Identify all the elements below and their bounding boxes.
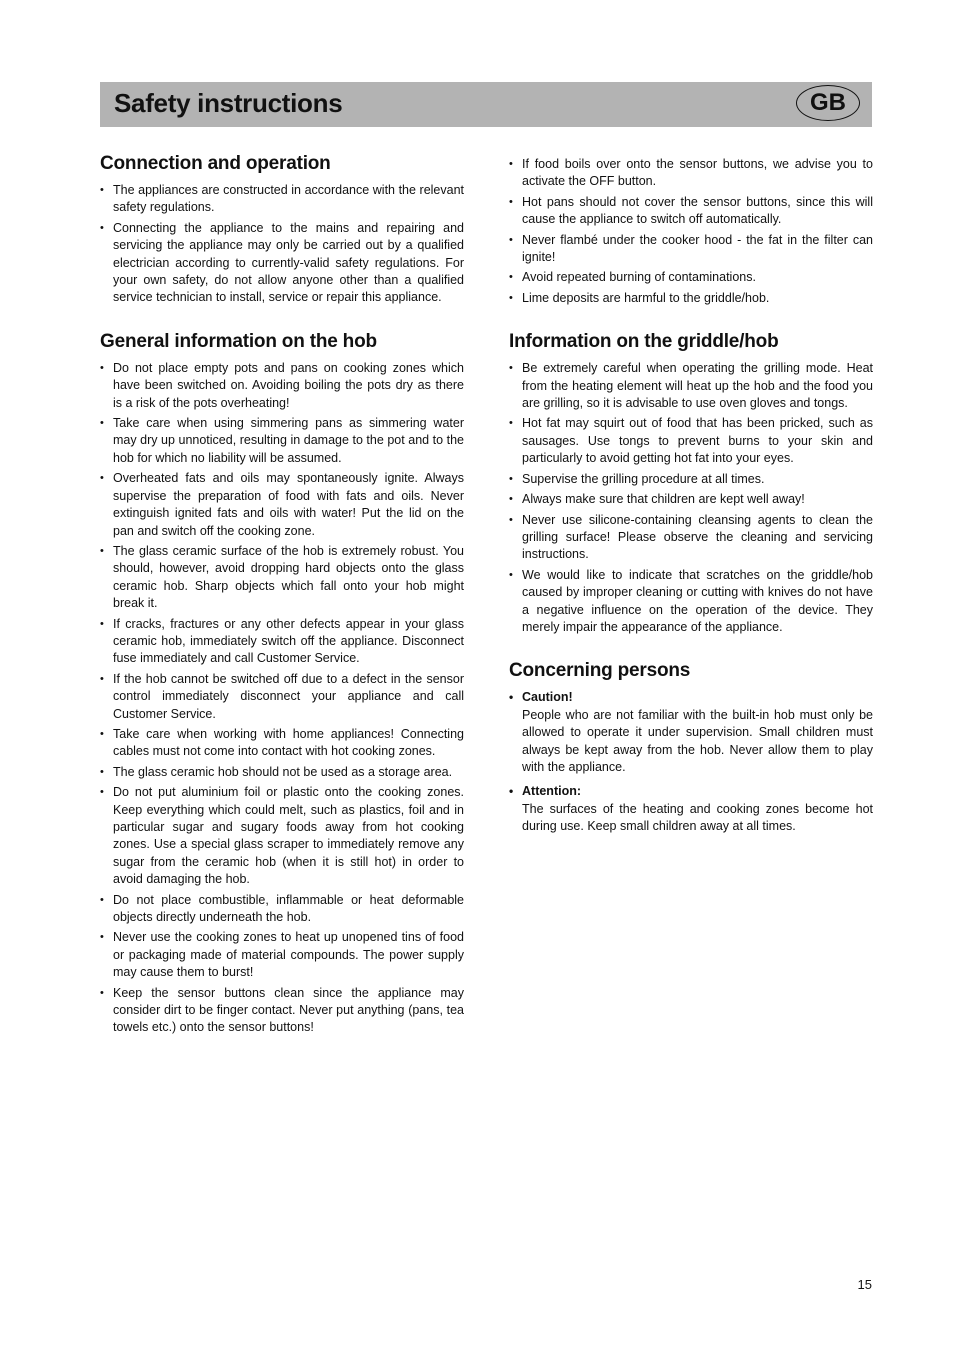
list-item: • If food boils over onto the sensor buttons, we advise you to activate the OFF button. bbox=[509, 156, 873, 191]
warning-title: • Attention: bbox=[522, 784, 582, 799]
list-item: • We would like to indicate that scratches on the griddle/hob caused by improper cleaning or cutting with knives do not have a negative influence on the operation of the device. They merely impair the appearance of the appliance. bbox=[509, 567, 873, 637]
list-item: • Be extremely careful when operating the grilling mode. Heat from the heating element will heat up the hob and the food you are grilling, so it is advisable to use oven gloves and tongs. bbox=[509, 360, 873, 412]
list-item: • Do not place empty pots and pans on cooking zones which have been switched on. Avoiding boiling the pots dry as there is a risk of the pots overheating! bbox=[100, 360, 464, 412]
list-item: • The glass ceramic surface of the hob is extremely robust. You should, however, avoid dropping hard objects onto the glass ceramic hob. Sharp objects which fall onto your hob might break it. bbox=[100, 543, 464, 613]
list-item: • If cracks, fractures or any other defects appear in your glass ceramic hob, immediately switch off the appliance. Disconnect fuse immediately and call Customer Service. bbox=[100, 616, 464, 668]
list-item: • Avoid repeated burning of contaminations. bbox=[509, 269, 873, 286]
page-title: Safety instructions bbox=[114, 88, 343, 118]
warning-title: • Caution! bbox=[522, 690, 573, 705]
list-item: • Overheated fats and oils may spontaneously ignite. Always supervise the preparation of food with fats and oils. Never extinguish ignited fats and oils with water! Put the lid on the pan and switch off the cooking zone. bbox=[100, 470, 464, 540]
list-item: • Do not put aluminium foil or plastic onto the cooking zones. Keep everything which could melt, such as plastics, foil and in particular sugar and sugary foods away from hot cooking zones. Use a special glass scraper to immediately remove any sugar from the ceramic hob (when it is still hot) in order to avoid damaging the hob. bbox=[100, 784, 464, 888]
list-item: • Connecting the appliance to the mains and repairing and servicing the appliance may only be carried out by a qualified electrician according to currently-valid safety regulations. For your own safety, do not allow anyone other than a qualified service technician to install, service or repair this appliance. bbox=[100, 220, 464, 307]
section-persons bbox=[509, 660, 873, 835]
list-item: • Never use the cooking zones to heat up unopened tins of food or packaging made of material compounds. The power supply may cause them to burst! bbox=[100, 929, 464, 981]
bullet-list bbox=[509, 360, 873, 636]
bullet-list bbox=[509, 689, 873, 835]
list-item: • Never use silicone-containing cleansing agents to clean the grilling surface! Please observe the cleaning and servicing instructions. bbox=[509, 512, 873, 564]
section-sensor-notes bbox=[509, 156, 873, 307]
list-item: • Take care when using simmering pans as simmering water may dry up unnoticed, resulting in damage to the pot and to the hob for which no liability will be assumed. bbox=[100, 415, 464, 467]
bullet-list bbox=[100, 182, 464, 307]
section-griddle bbox=[509, 331, 873, 636]
list-item: • The glass ceramic hob should not be used as a storage area. bbox=[100, 764, 464, 781]
list-item: • Do not place combustible, inflammable or heat deformable objects directly underneath the hob. bbox=[100, 892, 464, 927]
left-column bbox=[100, 153, 464, 1061]
list-item: • Always make sure that children are kept well away! bbox=[509, 491, 873, 508]
list-item: • Keep the sensor buttons clean since the appliance may consider dirt to be finger contact. Never put anything (pans, tea towels etc.) onto the sensor buttons! bbox=[100, 985, 464, 1037]
bullet-list bbox=[100, 360, 464, 1037]
list-item: • If the hob cannot be switched off due to a defect in the sensor control immediately disconnect your appliance and call Customer Service. bbox=[100, 671, 464, 723]
section-heading: Concerning persons bbox=[509, 660, 691, 682]
section-connection bbox=[100, 153, 464, 307]
warning-text: The surfaces of the heating and cooking zones become hot during use. Keep small children away at all times. bbox=[522, 801, 873, 834]
list-item: • Supervise the grilling procedure at all times. bbox=[509, 471, 873, 488]
country-badge: GB bbox=[796, 85, 860, 121]
warning-item bbox=[509, 783, 873, 835]
header-bar bbox=[100, 82, 872, 127]
list-item: • Hot pans should not cover the sensor buttons, since this will cause the appliance to switch off automatically. bbox=[509, 194, 873, 229]
section-heading: Information on the griddle/hob bbox=[509, 331, 779, 353]
warning-text: People who are not familiar with the built-in hob must only be allowed to operate it under supervision. Small children must always be kept away from the hob. Never allow them to play with the appliance. bbox=[522, 707, 873, 774]
section-general-hob bbox=[100, 331, 464, 1037]
page-number: 15 bbox=[857, 1277, 872, 1292]
bullet-list bbox=[509, 156, 873, 307]
right-column bbox=[509, 156, 873, 860]
list-item: • Lime deposits are harmful to the griddle/hob. bbox=[509, 290, 873, 307]
list-item: • The appliances are constructed in accordance with the relevant safety regulations. bbox=[100, 182, 464, 217]
section-heading: Connection and operation bbox=[100, 153, 331, 174]
list-item: • Hot fat may squirt out of food that has been pricked, such as sausages. Use tongs to prevent burns to your skin and particularly to avoid getting hot fat into your eyes. bbox=[509, 415, 873, 467]
list-item: • Never flambé under the cooker hood - the fat in the filter can ignite! bbox=[509, 232, 873, 267]
section-heading: General information on the hob bbox=[100, 330, 377, 352]
list-item: • Take care when working with home appliances! Connecting cables must not come into contact with hot cooking zones. bbox=[100, 726, 464, 761]
warning-item bbox=[509, 689, 873, 776]
